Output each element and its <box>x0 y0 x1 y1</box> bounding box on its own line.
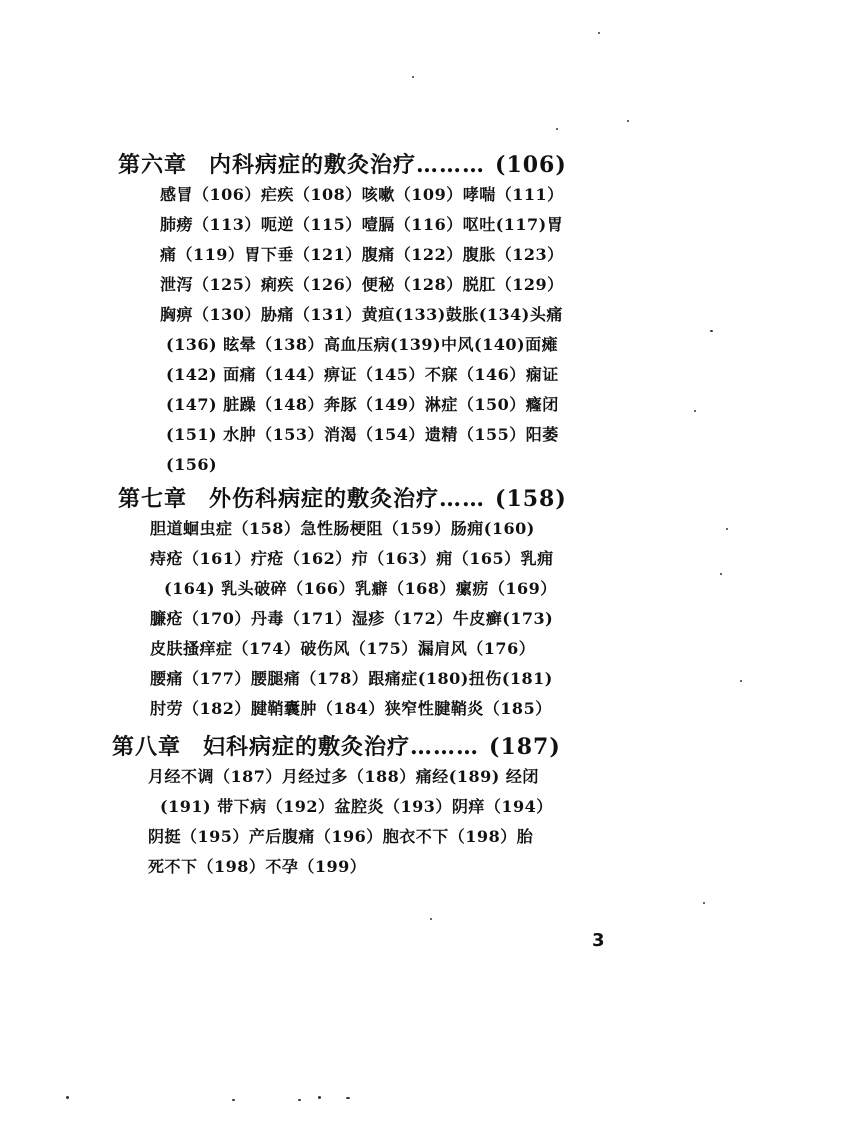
entry-line: 肺痨（113）呃逆（115）噎膈（116）呕吐(117)胃 <box>160 215 564 234</box>
entry-line: 死不下（198）不孕（199） <box>148 857 367 876</box>
chapter-heading <box>112 730 561 761</box>
entry-line: 胸痹（130）胁痛（131）黄疸(133)鼓胀(134)头痛 <box>160 305 563 324</box>
chapter-leader: ……… <box>416 152 486 178</box>
entry-line: 痛（119）胃下垂（121）腹痛（122）腹胀（123） <box>160 245 564 264</box>
chapter-title: 妇科病症的敷灸治疗 <box>203 734 411 760</box>
chapter-entries <box>150 514 557 724</box>
entry-line: (191) 带下病（192）盆腔炎（193）阴痒（194） <box>160 797 553 816</box>
entry-line: (151) 水肿（153）消渴（154）遗精（155）阳萎 <box>166 425 559 444</box>
entry-line: (164) 乳头破碎（166）乳癖（168）瘰疬（169） <box>164 579 557 598</box>
scan-speck <box>430 918 432 920</box>
chapter-leader: ……… <box>410 734 480 760</box>
scan-speck <box>66 1096 69 1099</box>
chapter-title: 外伤科病症的敷灸治疗 <box>209 486 440 512</box>
entry-line: 皮肤搔痒症（174）破伤风（175）漏肩风（176） <box>150 639 536 658</box>
entry-line: (156) <box>166 455 218 474</box>
chapter-title: 内科病症的敷灸治疗 <box>209 152 417 178</box>
entry-line: 感冒（106）疟疾（108）咳嗽（109）哮喘（111） <box>160 185 564 204</box>
entry-line: 痔疮（161）疔疮（162）疖（163）痈（165）乳痈 <box>150 549 554 568</box>
scan-speck <box>318 1096 321 1099</box>
entry-line: 泄泻（125）痢疾（126）便秘（128）脱肛（129） <box>160 275 564 294</box>
scan-speck <box>627 120 629 122</box>
scan-speck <box>298 1099 301 1101</box>
entry-line: (147) 脏躁（148）奔豚（149）淋症（150）癃闭 <box>166 395 559 414</box>
chapter-page: (158) <box>495 486 567 512</box>
scan-speck <box>703 902 705 904</box>
entry-line: (136) 眩晕（138）高血压病(139)中风(140)面瘫 <box>166 335 559 354</box>
scan-speck <box>346 1097 350 1099</box>
entry-line: 肘劳（182）腱鞘囊肿（184）狭窄性腱鞘炎（185） <box>150 699 552 718</box>
scan-speck <box>726 528 728 530</box>
scan-speck <box>740 680 742 682</box>
chapter-page: (187) <box>489 734 561 760</box>
scan-speck <box>556 128 558 130</box>
scan-speck <box>720 573 722 575</box>
entry-line: 臁疮（170）丹毒（171）湿疹（172）牛皮癣(173) <box>150 609 554 628</box>
scan-speck <box>694 410 696 412</box>
scan-speck <box>710 330 713 332</box>
chapter-entries <box>148 762 553 882</box>
entry-line: 胆道蛔虫症（158）急性肠梗阻（159）肠痈(160) <box>150 519 535 538</box>
chapter-heading <box>118 482 567 513</box>
chapter-leader: …… <box>439 486 486 512</box>
chapter-label: 第八章 <box>112 734 182 760</box>
entry-line: 腰痛（177）腰腿痛（178）跟痛症(180)扭伤(181) <box>150 669 553 688</box>
page-number: 3 <box>592 930 605 951</box>
scan-speck <box>598 32 600 34</box>
chapter-heading <box>118 148 567 179</box>
entry-line: (142) 面痛（144）痹证（145）不寐（146）痫证 <box>166 365 559 384</box>
chapter-label: 第七章 <box>118 486 188 512</box>
chapter-label: 第六章 <box>118 152 188 178</box>
scan-speck <box>412 76 414 78</box>
scan-speck <box>232 1099 235 1101</box>
entry-line: 阴挺（195）产后腹痛（196）胞衣不下（198）胎 <box>148 827 534 846</box>
chapter-page: (106) <box>495 152 567 178</box>
chapter-entries <box>160 180 564 480</box>
entry-line: 月经不调（187）月经过多（188）痛经(189) 经闭 <box>148 767 539 786</box>
